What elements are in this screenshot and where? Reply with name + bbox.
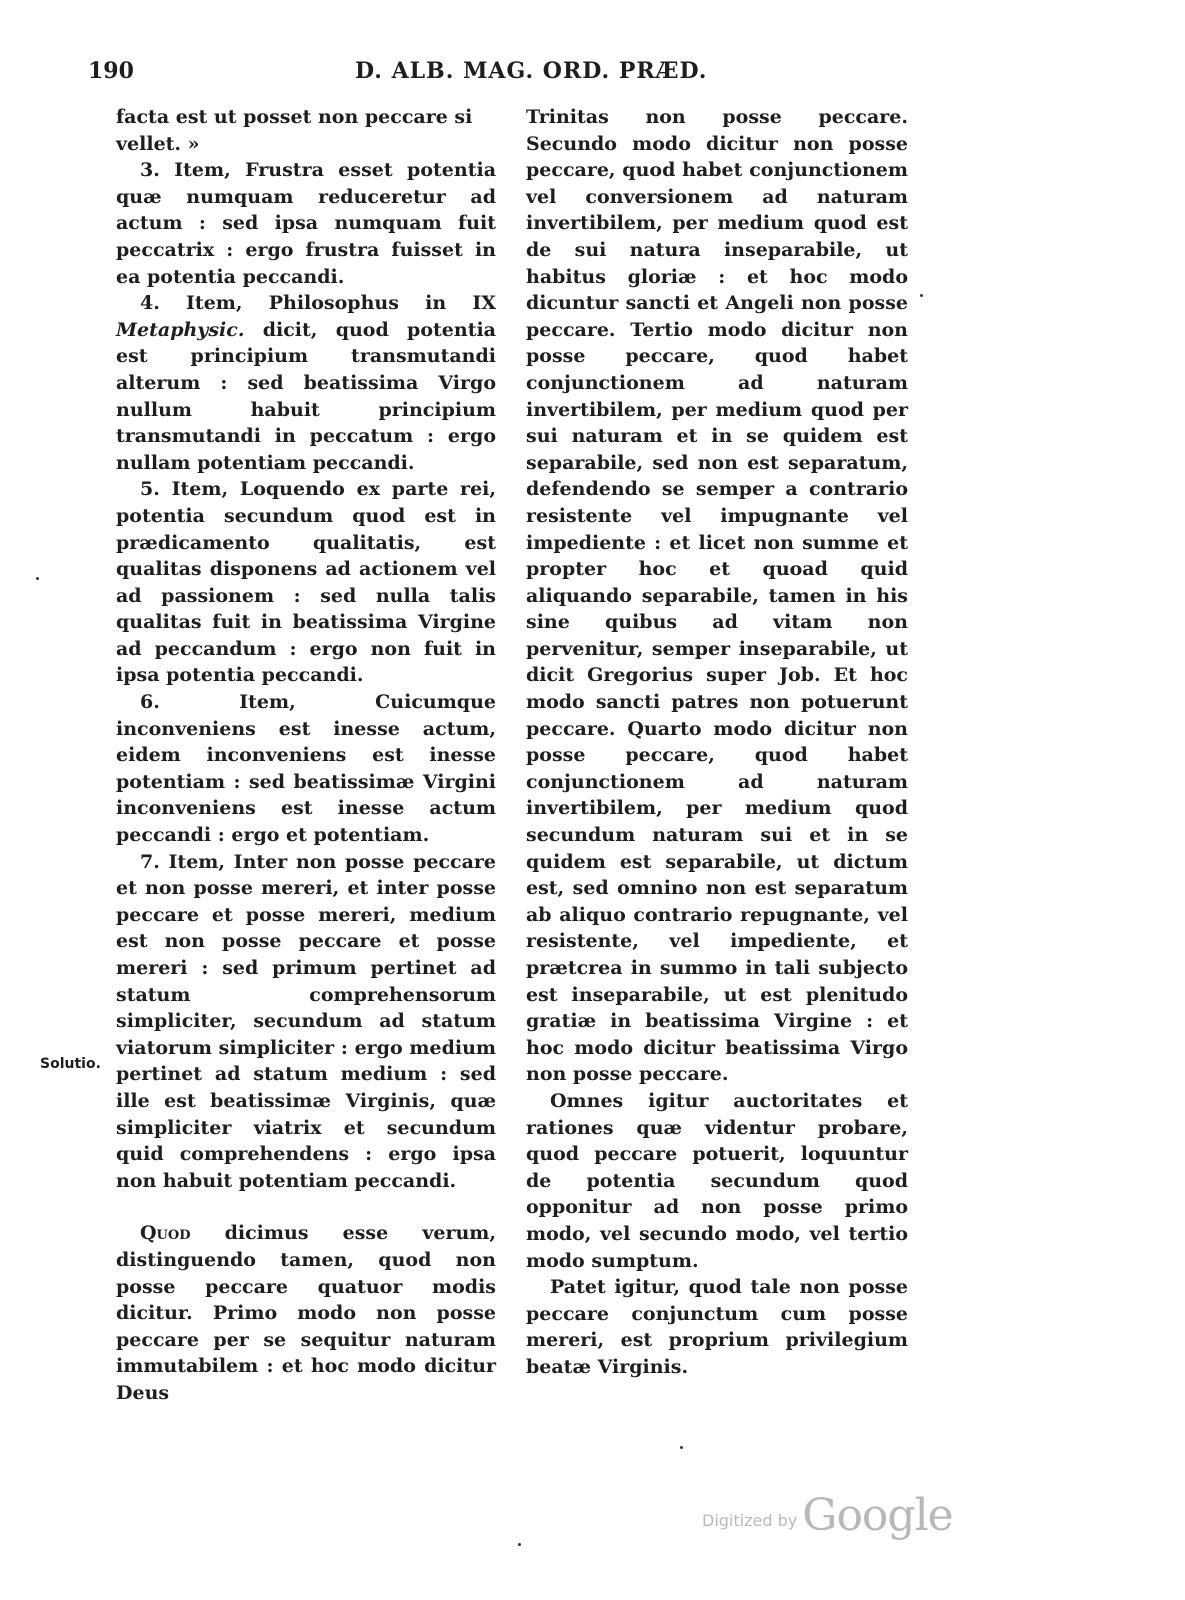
left-paragraph-3: [116, 290, 496, 476]
left-paragraph-2: 3. Item, Frustra esset potentia quæ numquam reduceretur ad actum : sed ipsa numquam fuit peccatrix : ergo frustra fuisset in ea potentia peccandi.: [116, 159, 496, 288]
left-paragraph-4: 5. Item, Loquendo ex parte rei, potentia secundum quod est in prædicamento qualitatis, est qualitas disponens ad actionem vel ad passionem : sed nulla talis qualitas fuit in beatissima Virgine ad peccandum : ergo non fuit in ipsa potentia peccandi.: [116, 478, 496, 687]
solutio-lead: Quod: [140, 1222, 191, 1245]
solutio-paragraph: [116, 1220, 496, 1406]
left-paragraph-6: 7. Item, Inter non posse peccare et non posse mereri, et inter posse peccare et posse mereri, medium est non posse peccare et posse mereri : sed primum pertinet ad statum comprehensorum simpliciter, secundum ad statum viatorum simpliciter : ergo medium pertinet ad statum medium : sed ille est beatissimæ Virginis, quæ simpliciter viatrix et secundum quid comprehendens : ergo ipsa non habuit potentiam peccandi.: [116, 850, 496, 1192]
right-paragraph-3: Patet igitur, quod tale non posse peccare conjunctum cum posse mereri, est proprium privilegium beatæ Virginis.: [526, 1276, 908, 1378]
scan-speck: [36, 577, 39, 580]
page-number: 190: [88, 58, 134, 84]
left-paragraph-3-pre: 4. Item, Philosophus in IX: [140, 292, 496, 315]
left-paragraph-1: facta est ut posset non peccare si vellet. »: [116, 106, 473, 155]
book-title: Metaphysic.: [116, 318, 245, 341]
solutio-text: dicimus esse verum, distinguendo tamen, quod non posse peccare quatuor modis dicitur. Primo modo non posse peccare per se sequitur naturam immutabilem : et hoc modo dicitur Deus: [116, 1222, 496, 1404]
digitized-watermark: [702, 1490, 953, 1541]
margin-label-solutio: Solutio.: [40, 1056, 101, 1072]
running-head: D. ALB. MAG. ORD. PRÆD.: [355, 58, 708, 84]
right-paragraph-2: Omnes igitur auctoritates et rationes quæ videntur probare, quod peccare potuerit, loquuntur de potentia secundum quod opponitur ad non posse primo modo, vel secundo modo, vel tertio modo sumptum.: [526, 1089, 908, 1272]
left-paragraph-5: 6. Item, Cuicumque inconveniens est inesse actum, eidem inconveniens est inesse potentiam : sed beatissimæ Virgini inconveniens est inesse actum peccandi : ergo et potentiam.: [116, 691, 496, 847]
google-logo: Google: [802, 1490, 953, 1541]
scan-speck: [680, 1446, 683, 1449]
left-paragraph-3-post: dicit, quod potentia est principium transmutandi alterum : sed beatissima Virgo nullum habuit principium transmutandi in peccatum : ergo nullam potentiam peccandi.: [116, 318, 496, 474]
scan-speck: [920, 294, 923, 297]
right-paragraph-1: Trinitas non posse peccare. Secundo modo dicitur non posse peccare, quod habet conjunctionem vel conversionem ad naturam invertibilem, per medium quod est de sui natura inseparabile, ut habitus gloriæ : et hoc modo dicuntur sancti et Angeli non posse peccare. Tertio modo dicitur non posse peccare, quod habet conjunctionem ad naturam invertibilem, per medium quod per sui naturam et in se quidem est separabile, sed non est separatum, defendendo se semper a contrario resistente vel impugnante vel impediente : et licet non summe et propter hoc et quoad quid aliquando separabile, tamen in his sine quibus ad vitam non pervenitur, semper inseparabile, ut dicit Gregorius super Job. Et hoc modo sancti patres non potuerunt peccare. Quarto modo dicitur non posse peccare, quod habet conjunctionem ad naturam invertibilem, per medium quod secundum naturam sui et in se quidem est separabile, ut dictum est, sed omnino non est separatum ab aliquo contrario repugnante, vel resistente, vel impediente, et prætcrea in summo in tali subjecto est inseparabile, ut est plenitudo gratiæ in beatissima Virgine : et hoc modo dicitur beatissima Virgo non posse peccare.: [526, 106, 908, 1086]
scan-speck: [518, 1543, 521, 1546]
left-column: [116, 104, 496, 1407]
right-column: [526, 104, 908, 1381]
digitized-by-text: Digitized by: [702, 1511, 798, 1530]
